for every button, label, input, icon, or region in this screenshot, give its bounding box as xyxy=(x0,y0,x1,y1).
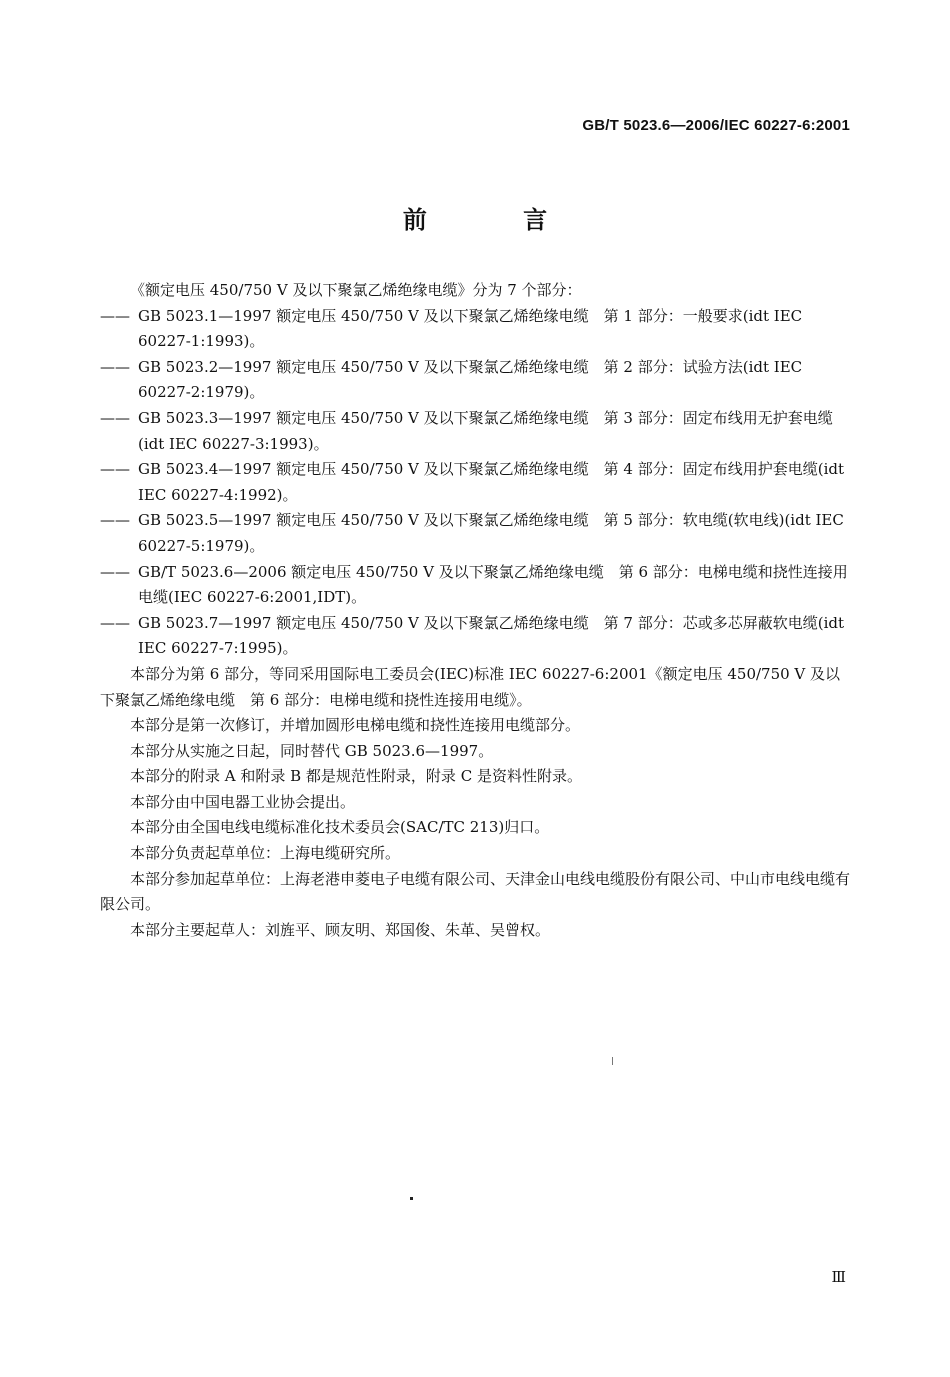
list-item xyxy=(100,355,850,406)
paragraph-committee: 本部分由全国电线电缆标准化技术委员会(SAC/TC 213)归口。 xyxy=(130,818,550,837)
scan-speck xyxy=(410,1197,413,1200)
paragraph-drafters: 本部分主要起草人：刘旌平、顾友明、郑国俊、朱革、吴曾权。 xyxy=(130,920,551,939)
paragraph-participating-units: 本部分参加起草单位：上海老港申菱电子电缆有限公司、天津金山电线电缆股份有限公司、中山市电线电缆有限公司。 xyxy=(100,869,851,914)
list-item-text: GB 5023.2—1997 额定电压 450/750 V 及以下聚氯乙烯绝缘电缆 第 2 部分：试验方法(idt IEC 60227-2:1979)。 xyxy=(138,357,803,402)
list-item xyxy=(100,457,850,508)
list-item-text: GB 5023.7—1997 额定电压 450/750 V 及以下聚氯乙烯绝缘电缆 第 7 部分：芯或多芯屏蔽软电缆(idt IEC 60227-7:1995)。 xyxy=(138,613,845,658)
list-dash: —— xyxy=(100,357,130,376)
scan-speck xyxy=(612,1057,613,1065)
paragraph-proposer: 本部分由中国电器工业协会提出。 xyxy=(130,792,356,811)
foreword-body xyxy=(100,278,850,943)
page-number: Ⅲ xyxy=(831,1268,846,1286)
list-item xyxy=(100,304,850,355)
list-item-text: GB 5023.3—1997 额定电压 450/750 V 及以下聚氯乙烯绝缘电缆 第 3 部分：固定布线用无护套电缆(idt IEC 60227-3:1993)。 xyxy=(138,408,833,453)
list-item xyxy=(100,508,850,559)
paragraph-replacement: 本部分从实施之日起，同时替代 GB 5023.6—1997。 xyxy=(130,741,494,760)
list-dash: —— xyxy=(100,408,130,427)
list-dash: —— xyxy=(100,511,130,530)
paragraph-adoption: 本部分为第 6 部分，等同采用国际电工委员会(IEC)标准 IEC 60227-6:2001《额定电压 450/750 V 及以下聚氯乙烯绝缘电缆 第 6 部分：电梯电缆和挠性连接用电缆》。 xyxy=(100,664,841,709)
list-item-text: GB 5023.1—1997 额定电压 450/750 V 及以下聚氯乙烯绝缘电缆 第 1 部分：一般要求(idt IEC 60227-1:1993)。 xyxy=(138,306,803,351)
list-item-text: GB/T 5023.6—2006 额定电压 450/750 V 及以下聚氯乙烯绝缘电缆 第 6 部分：电梯电缆和挠性连接用电缆(IEC 60227-6:2001,IDT)。 xyxy=(138,562,848,607)
list-dash: —— xyxy=(100,613,130,632)
list-dash: —— xyxy=(100,562,130,581)
paragraph-drafting-unit: 本部分负责起草单位：上海电缆研究所。 xyxy=(130,844,401,863)
list-dash: —— xyxy=(100,306,130,325)
standard-number-header: GB/T 5023.6—2006/IEC 60227-6:2001 xyxy=(582,117,850,134)
list-item-text: GB 5023.5—1997 额定电压 450/750 V 及以下聚氯乙烯绝缘电缆 第 5 部分：软电缆(软电线)(idt IEC 60227-5:1979)。 xyxy=(138,511,844,555)
page-title: 前 言 xyxy=(402,206,592,234)
paragraph-revision: 本部分是第一次修订，并增加圆形电梯电缆和挠性连接用电缆部分。 xyxy=(130,716,581,735)
list-dash: —— xyxy=(100,460,130,479)
list-item xyxy=(100,406,850,457)
intro-paragraph: 《额定电压 450/750 V 及以下聚氯乙烯绝缘电缆》分为 7 个部分： xyxy=(130,281,582,299)
paragraph-annexes: 本部分的附录 A 和附录 B 都是规范性附录，附录 C 是资料性附录。 xyxy=(130,767,582,786)
list-item-text: GB 5023.4—1997 额定电压 450/750 V 及以下聚氯乙烯绝缘电缆 第 4 部分：固定布线用护套电缆(idt IEC 60227-4:1992)。 xyxy=(138,460,845,504)
list-item xyxy=(100,560,850,611)
list-item xyxy=(100,611,850,662)
